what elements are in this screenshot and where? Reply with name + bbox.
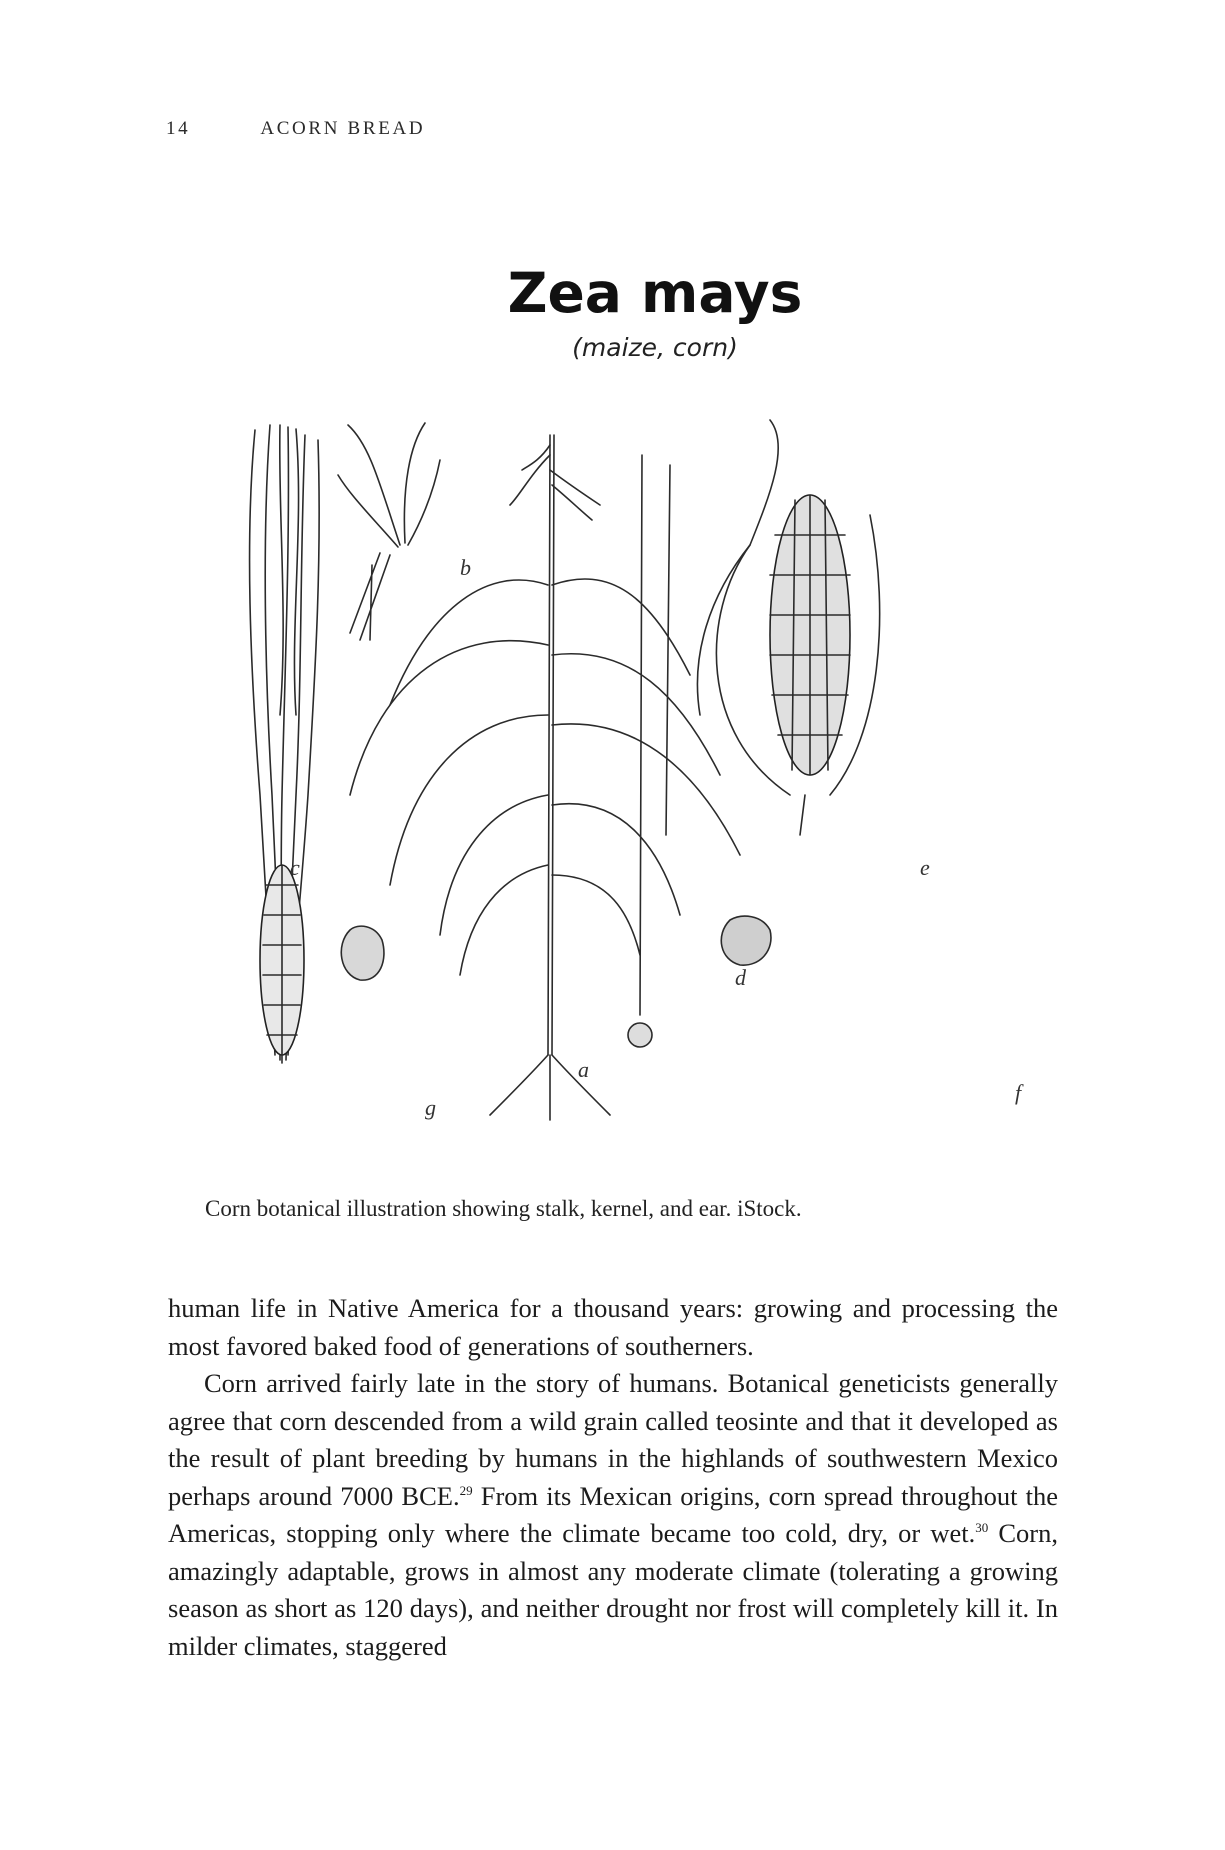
ear-with-silk-drawing [250,425,320,1063]
paragraph: human life in Native America for a thousand years: growing and processing the most favored baked food of generations of southerners. [168,1293,1058,1361]
botanical-figure [230,245,1080,1165]
paragraph [168,1365,1058,1665]
footnote-ref: 30 [975,1520,989,1536]
figure-title: Zea mays [507,261,803,325]
corn-stalk-drawing [350,435,740,1120]
kernel-drawings [341,916,771,980]
figure-subtitle: (maize, corn) [572,333,738,362]
running-title: ACORN BREAD [260,118,426,139]
label-d: d [735,965,746,990]
footnote-ref: 29 [459,1482,473,1498]
tassel-stem-drawing [628,455,670,1047]
paragraph-text: From its Mexican origins, corn spread throughout the Americas, stopping only where the climate became too cold, dry, or wet. [168,1480,1058,1548]
corn-illustration [230,415,1080,1135]
page-number: 14 [166,118,191,139]
label-a: a [578,1057,589,1082]
label-b: b [460,555,471,580]
figure-caption: Corn botanical illustration showing stalk, kernel, and ear. iStock. [205,1196,802,1221]
paragraph-text: Corn arrived fairly late in the story of humans. Botanical geneticists generally agree that corn descended from a wild grain called teosinte and that it developed as the result of plant breeding by humans in the highlands of southwestern Mexico perhaps around 7000 BCE. [168,1368,1058,1511]
spikelet-drawing [338,423,440,640]
label-f: f [1015,1080,1022,1105]
label-g: g [425,1095,436,1120]
label-e: e [920,855,930,880]
label-c: c [290,855,300,880]
body-text [168,1290,1058,1665]
paragraph-text: Corn, amazingly adaptable, grows in almost any moderate climate (tolerating a growing season as short as 120 days), and neither drought nor frost will completely kill it. In milder climates, staggered [168,1518,1058,1661]
running-head [166,118,425,140]
ear-in-husk-drawing [697,420,879,835]
